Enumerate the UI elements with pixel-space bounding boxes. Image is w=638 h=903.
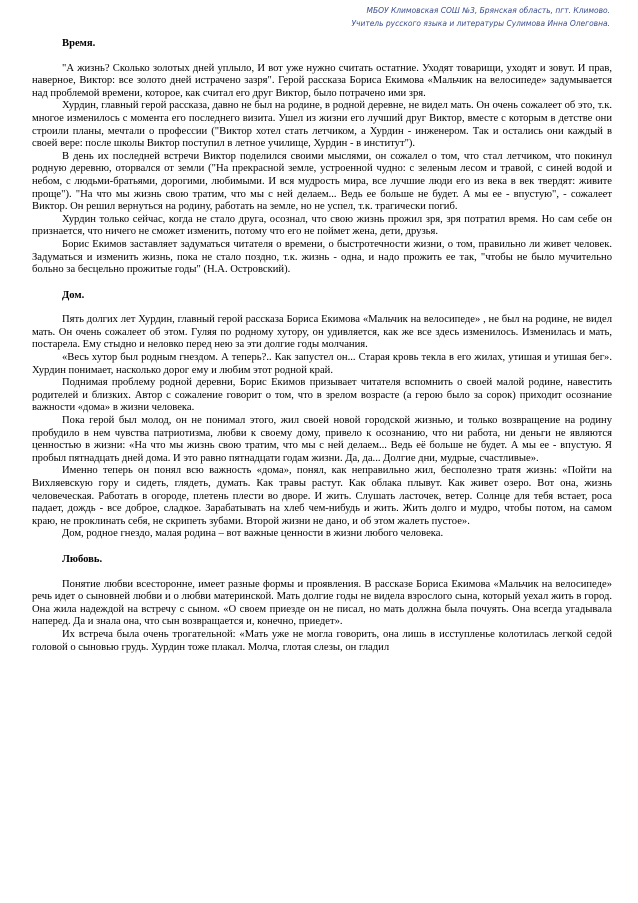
- paragraph: Их встреча была очень трогательной: «Мать уже не могла говорить, она лишь в исступленье колотилась легкой седой головой о сыновью грудь. Хурдин тоже плакал. Молча, глотая слезы, он гладил: [32, 628, 612, 653]
- section-home: [32, 290, 612, 541]
- paragraph: «Весь хутор был родным гнездом. А теперь?.. Как запустел он... Старая кровь текла в его жилах, утишая и утишая бег». Хурдин понимает, насколько дорог ему и любим этот родной край.: [32, 352, 612, 376]
- section-love: [32, 554, 612, 654]
- header-school-line: МБОУ Климовская СОШ №3, Брянская область, пгт. Климово.: [366, 6, 610, 15]
- paragraph: Понятие любви всесторонне, имеет разные формы и проявления. В рассказе Бориса Екимова «Мальчик на велосипеде» речь идет о сыновней любви и о любви материнской. Мать долгие годы не видела взрослого сына, который уехал жить в город. Она жила надеждой на встречу с сыном. «О своем приезде он не писал, но мать должна была почуять. Она всегда угадывала наперед. Да и знала она, что сын возвращается и, конечно, приедет».: [32, 578, 612, 628]
- paragraph: Борис Екимов заставляет задуматься читателя о времени, о быстротечности жизни, о том, правильно ли живет человек. Задуматься и изменить жизнь, пока не стало поздно, т.к. жизнь - одна, и надо прожить ее так, "чтобы не было мучительно больно за бесцельно прожитые годы" (Н.А. Островский).: [32, 238, 612, 276]
- paragraph: Дом, родное гнездо, малая родина – вот важные ценности в жизни любого человека.: [62, 528, 444, 540]
- paragraph: Пока герой был молод, он не понимал этого, жил своей новой городской жизнью, и только возвращение на родину пробудило в нем чувства патриотизма, любви к своему дому, привело к осознанию, что ни работа, ни деньги не являются ценностью в жизни: «На что мы жизнь свою тратим, что мы с ней делаем... Ведь её больше не будет. А мы ее - впустую. Я пробыл пятнадцать дней дома. И это равно пятнадцати годам жизни. Да, да... Долгие дни, мудрые, счастливые».: [32, 415, 612, 464]
- section-time: [32, 38, 612, 277]
- paragraph: Поднимая проблему родной деревни, Борис Екимов призывает читателя вспомнить о своей малой родине, навестить родителей и близких. Автор с сожаление говорит о том, что в зрелом возрасте (а герою было за сорок) приходит осознание важности «дома» в жизни человека.: [32, 377, 612, 414]
- paragraph: Хурдин, главный герой рассказа, давно не был на родине, в родной деревне, не видел мать. Он очень сожалеет об это, т.к. многое изменилось с момента его последнего визита. Ушел из жизни его лучший друг Виктор, вместе с которым в детстве они строили планы, мечтали о профессии ("Виктор хотел стать летчиком, а Хурдин - инженером. Так и остались они каждый в своей вере: после школы Виктор поступил в летное училище, Хурдин - в институт").: [32, 100, 612, 150]
- paragraph: "А жизнь? Сколько золотых дней уплыло, И вот уже нужно считать остатние. Уходят товарищи, уходят и зовут. И прав, наверное, Виктор: все золото дней истрачено зазря". Герой рассказа Бориса Екимова «Мальчик на велосипеде» задумывается над проблемой времени, которое, как считал его друг Виктор, было потрачено ими зря.: [32, 62, 612, 99]
- paragraph: Именно теперь он понял всю важность «дома», понял, как неправильно жил, бесполезно тратя жизнь: «Пойти на Вихляевскую гору и сидеть, глядеть, думать. Как травы растут. Как облака плывут. Как живет озеро. Вот она, жизнь человеческая. Работать в огороде, плетень плести во дворе. И жить. Слушать ласточек, ветер. Солнце для тебя встает, роса падает, дождь - все доброе, сладкое. Зарабатывать на хлеб чем-нибудь и жить. Жить долго и мудро, чтобы потом, на самом краю, не проклинать себя, не скрипеть зубами. Второй жизни не дано, и об этом жалеть пустое».: [32, 465, 612, 527]
- document-body: [32, 38, 612, 654]
- page-header: [351, 4, 610, 30]
- section-title: Дом.: [62, 289, 85, 301]
- paragraph: Пять долгих лет Хурдин, главный герой рассказа Бориса Екимова «Мальчик на велосипеде» , не был на родине, не видел мать. Он очень сожалеет об этом. Гуляя по родному хутору, он удивляется, как же все здесь изменилось. Изменилась и мать, постарела. Ему стыдно и неловко перед нею за эти долгие годы молчания.: [32, 314, 612, 351]
- section-title: Время.: [62, 38, 96, 49]
- paragraph: Хурдин только сейчас, когда не стало друга, осознал, что свою жизнь прожил зря, зря потратил время. Но сам себе он признается, что ничего не сможет изменить, потому что его не поймет жена, дети, друзья.: [32, 213, 612, 238]
- header-teacher-line: Учитель русского языка и литературы Сулимова Инна Олеговна.: [351, 19, 610, 28]
- section-title: Любовь.: [62, 553, 103, 565]
- paragraph: В день их последней встречи Виктор поделился своими мыслями, он сожалел о том, что стал летчиком, что покинул родную деревню, оторвался от земли ("На прекрасной земле, устроенной чудно: с зеленым лесом и травой, с синей водой и небом, с людьми-братьями, дорогими, любимыми. И вся мудрость мира, все лучшие люди его из века в век твердят: живите проще"). "На что мы жизнь свою тратим, что мы с ней делаем... Ведь ее больше не будет. А мы ее - впустую", - сожалеет Виктор. Он решил вернуться на родину, работать на земле, но не успел, т.к. трагически погиб.: [32, 150, 612, 213]
